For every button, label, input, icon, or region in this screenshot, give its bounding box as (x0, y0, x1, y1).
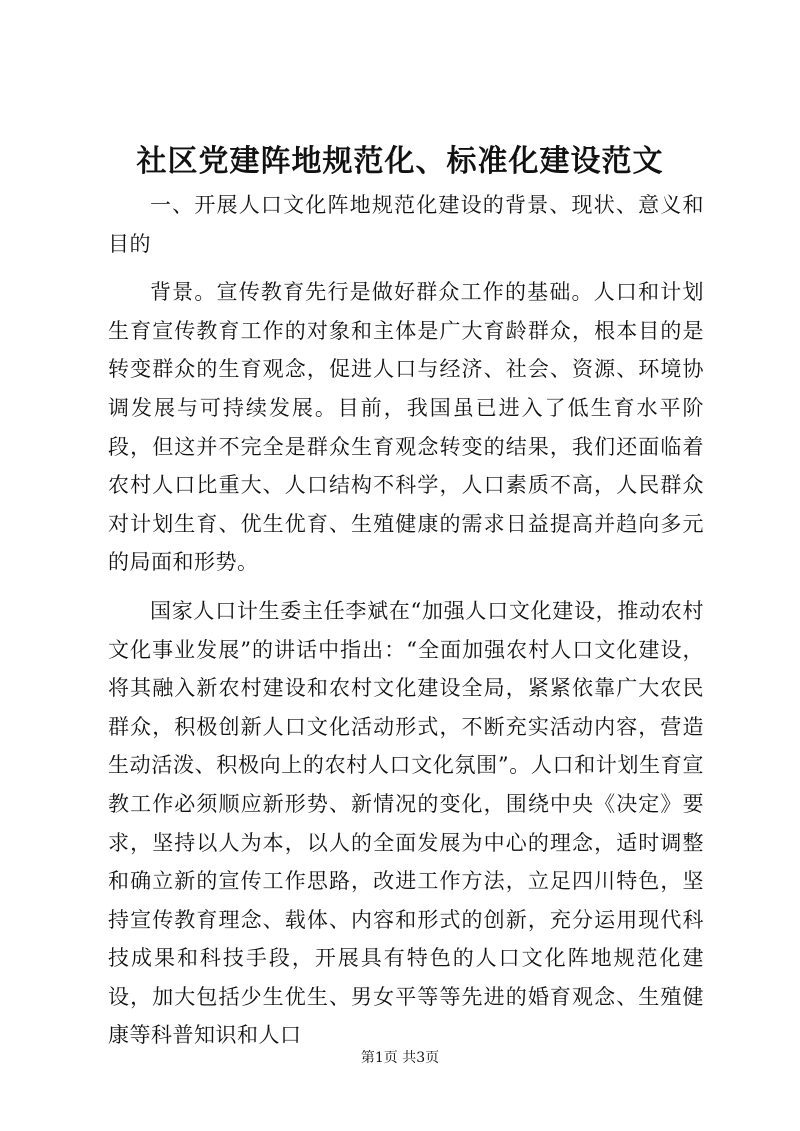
document-title: 社区党建阵地规范化、标准化建设范文 (136, 144, 664, 179)
page-footer: 第1页 共3页 (360, 1050, 440, 1066)
paragraph-background: 背景。宣传教育先行是做好群众工作的基础。人口和计划生育宣传教育工作的对象和主体是广大育龄群众，根本目的是转变群众的生育观念，促进人口与经济、社会、资源、环境协调发展与可持续发展。目前，我国虽已进入了低生育水平阶段，但这并不完全是群众生育观念转变的结果，我们还面临着农村人口比重大、人口结构不科学，人口素质不高，人民群众对计划生育、优生优育、生殖健康的需求日益提高并趋向多元的局面和形势。 (108, 280, 704, 575)
paragraph-heading: 一、开展人口文化阵地规范化建设的背景、现状、意义和目的 (108, 193, 704, 256)
document-body (108, 186, 704, 1055)
paragraph-speech: 国家人口计生委主任李斌在“加强人口文化建设，推动农村文化事业发展”的讲话中指出：“全面加强农村人口文化建设，将其融入新农村建设和农村文化建设全局，紧紧依靠广大农民群众，积极创新人口文化活动形式，不断充实活动内容，营造生动活泼、积极向上的农村人口文化氛围”。人口和计划生育宣教工作必须顺应新形势、新情况的变化，围绕中央《决定》要求，坚持以人为本，以人的全面发展为中心的理念，适时调整和确立新的宣传工作思路，改进工作方法，立足四川特色，坚持宣传教育理念、载体、内容和形式的创新，充分运用现代科技成果和科技手段，开展具有特色的人口文化阵地规范化建设，加大包括少生优生、男女平等等先进的婚育观念、生殖健康等科普知识和人口 (108, 598, 704, 1048)
